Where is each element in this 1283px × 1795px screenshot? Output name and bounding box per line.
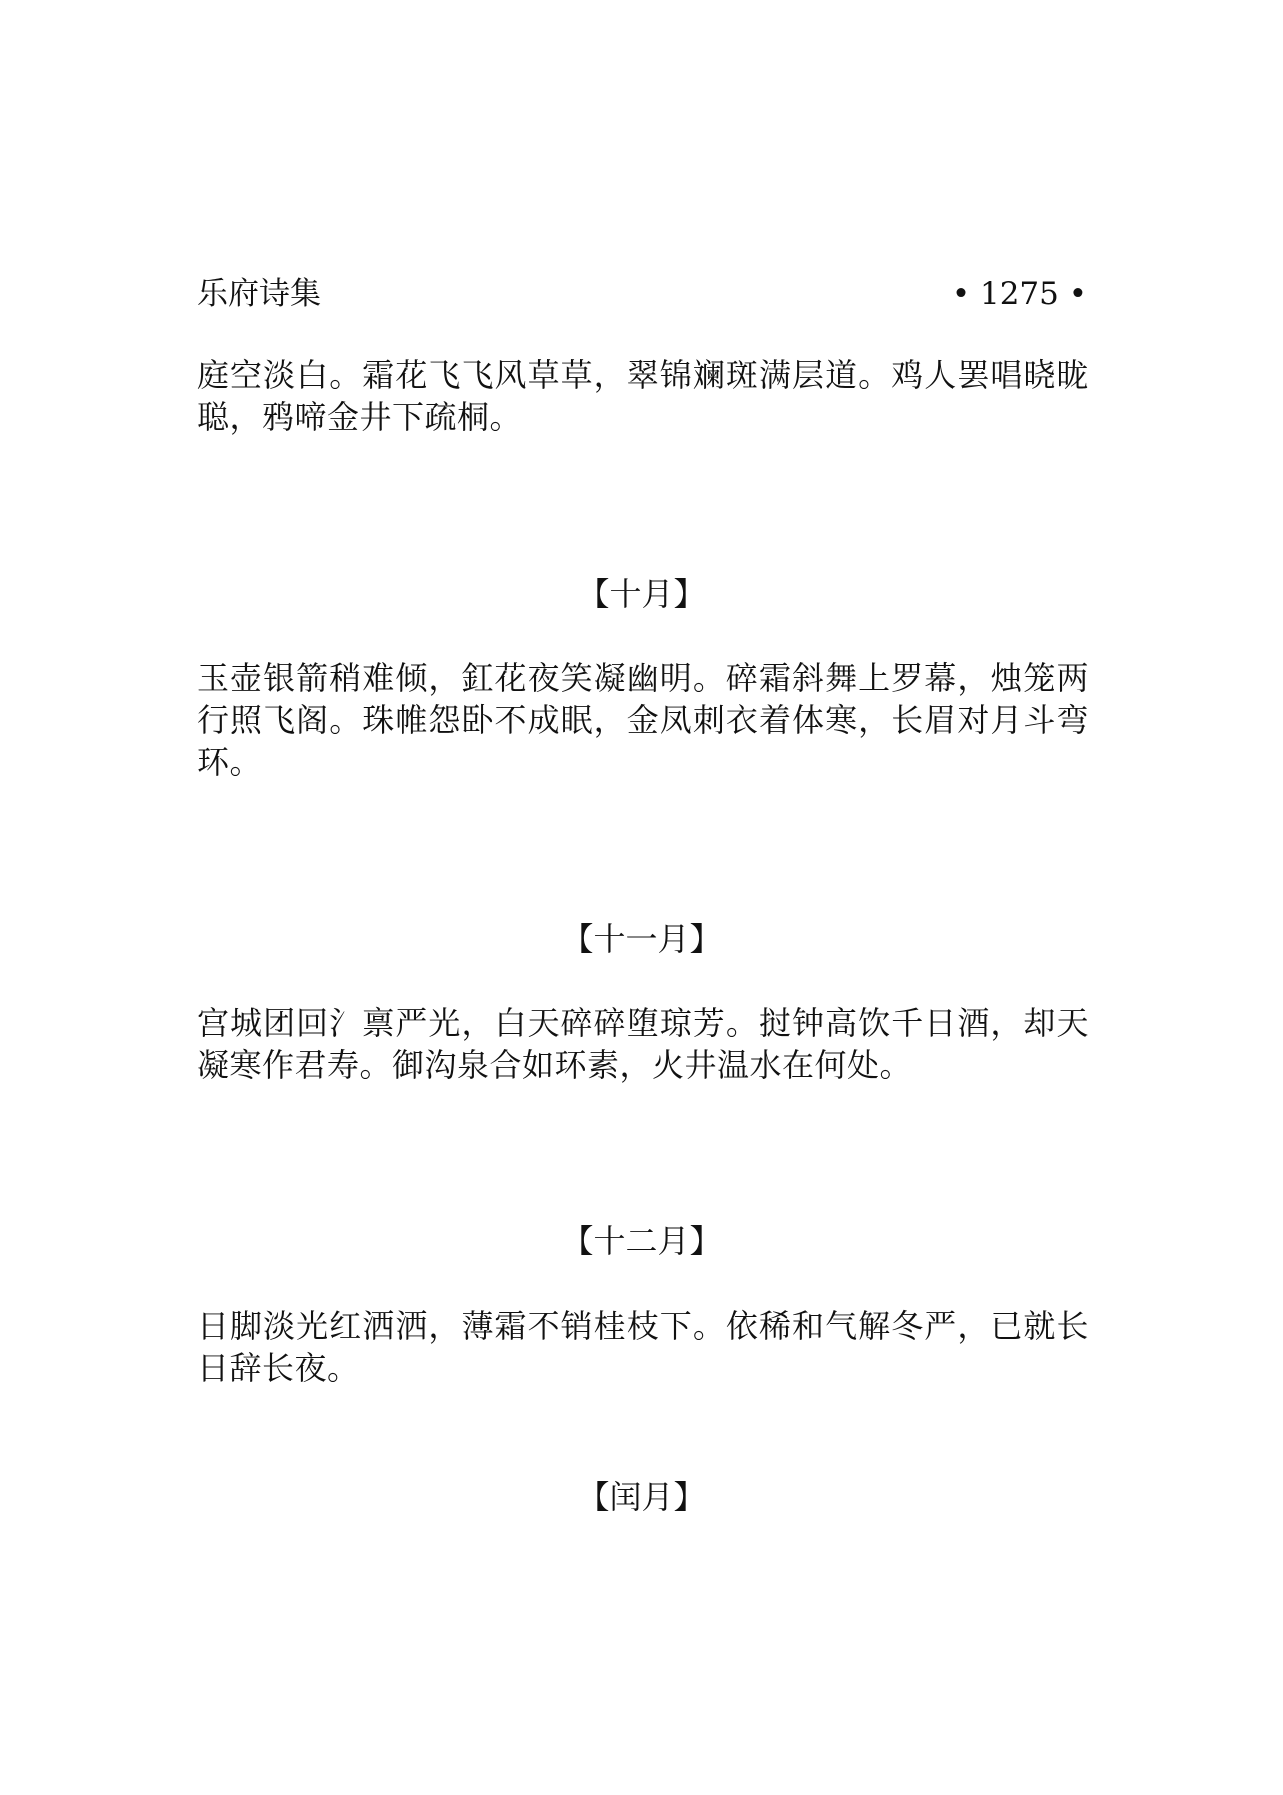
section-heading-leap-month: 【闰月】 [577, 1478, 706, 1516]
section-heading-eleventh-month: 【十一月】 [561, 920, 722, 958]
section-heading-tenth-month: 【十月】 [577, 575, 706, 613]
poem-text-eleventh-month: 宫城团回氵禀严光，白天碎碎堕琼芳。挝钟高饮千日酒，却天凝寒作君寿。御沟泉合如环素，火井温水在何处。 [197, 1004, 1089, 1084]
poem-text-tenth-month: 玉壶银箭稍难倾，釭花夜笑凝幽明。碎霜斜舞上罗幕，烛笼两行照飞阁。珠帷怨卧不成眠，金凤刺衣着体寒，长眉对月斗弯环。 [197, 659, 1089, 781]
poem-text-continued: 庭空淡白。霜花飞飞风草草，翠锦斓斑满层道。鸡人罢唱晓昽聪，鸦啼金井下疏桐。 [197, 356, 1089, 436]
section-heading-twelfth-month: 【十二月】 [561, 1222, 722, 1260]
book-title: 乐府诗集 [197, 276, 321, 312]
running-head [197, 272, 1087, 316]
page-number: • 1275 • [951, 276, 1087, 312]
poem-text-twelfth-month: 日脚淡光红洒洒，薄霜不销桂枝下。依稀和气解冬严，已就长日辞长夜。 [197, 1307, 1089, 1387]
